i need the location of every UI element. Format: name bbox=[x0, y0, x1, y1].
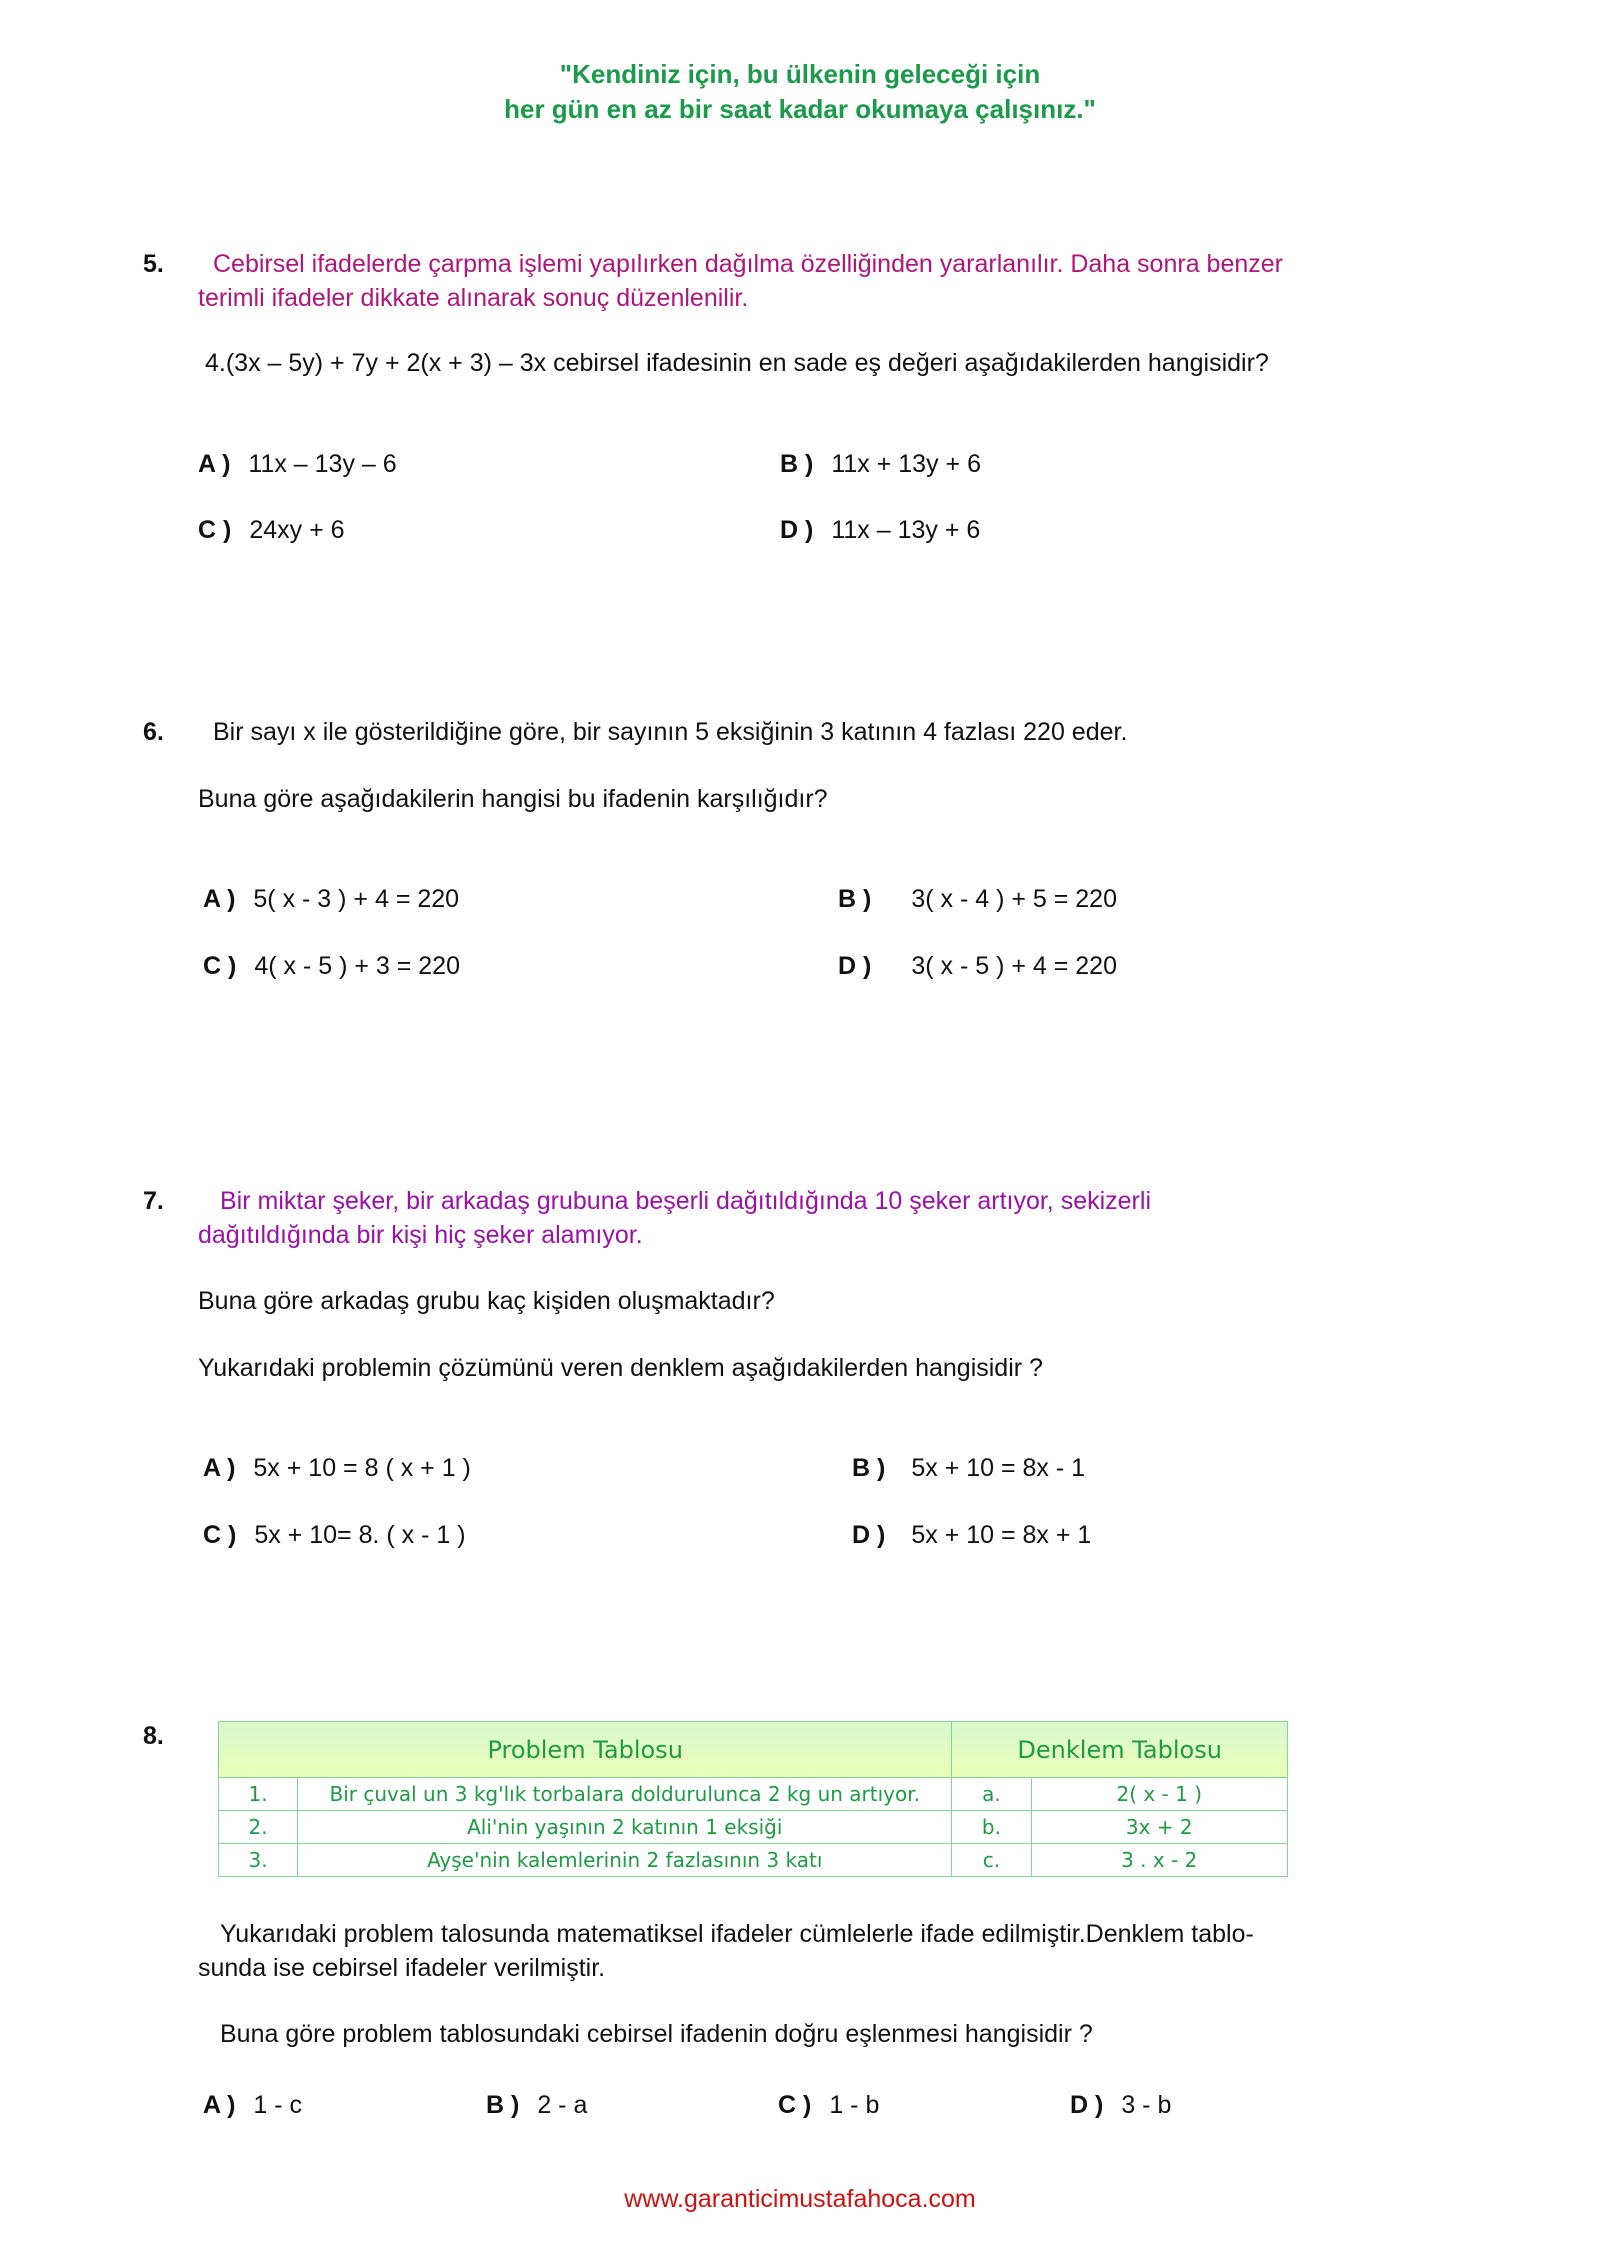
question-8-option-d[interactable]: D ) 3 - b bbox=[1070, 2091, 1172, 2119]
question-6-option-c[interactable]: C ) 4( x - 5 ) + 3 = 220 bbox=[203, 952, 460, 980]
question-7-line-2: Yukarıdaki problemin çözümünü veren denklem aşağıdakilerden hangisidir ? bbox=[198, 1354, 1043, 1382]
question-7-intro-line-2: dağıtıldığında bir kişi hiç şeker alamıyor. bbox=[198, 1221, 643, 1249]
table-row bbox=[219, 1811, 1288, 1844]
question-7-number: 7. bbox=[143, 1187, 164, 1215]
question-7-option-c[interactable]: C ) 5x + 10= 8. ( x - 1 ) bbox=[203, 1521, 466, 1549]
equation-cell: 3x + 2 bbox=[1031, 1811, 1288, 1844]
question-8-prompt: Buna göre problem tablosundaki cebirsel ifadenin doğru eşlenmesi hangisidir ? bbox=[220, 2020, 1093, 2048]
question-8-number: 8. bbox=[143, 1722, 164, 1750]
question-5-prompt: 4.(3x – 5y) + 7y + 2(x + 3) – 3x cebirsel ifadesinin en sade eş değeri aşağıdakilerden hangisidir? bbox=[205, 349, 1269, 377]
equation-cell: 2( x - 1 ) bbox=[1031, 1778, 1288, 1811]
table-row bbox=[219, 1844, 1288, 1877]
row-letter: a. bbox=[952, 1778, 1031, 1811]
question-6-line-1: Bir sayı x ile gösterildiğine göre, bir sayının 5 eksiğinin 3 katının 4 fazlası 220 eder. bbox=[213, 718, 1128, 746]
footer-website-link[interactable]: www.garanticimustafahoca.com bbox=[624, 2185, 976, 2213]
question-8-option-a[interactable]: A ) 1 - c bbox=[203, 2091, 303, 2119]
question-6-number: 6. bbox=[143, 718, 164, 746]
question-7-line-1: Buna göre arkadaş grubu kaç kişiden oluşmaktadır? bbox=[198, 1287, 775, 1315]
row-number: 3. bbox=[219, 1844, 298, 1877]
question-7-intro-line-1: Bir miktar şeker, bir arkadaş grubuna beşerli dağıtıldığında 10 şeker artıyor, sekizerli bbox=[220, 1187, 1151, 1215]
row-number: 2. bbox=[219, 1811, 298, 1844]
problem-cell: Ayşe'nin kalemlerinin 2 fazlasının 3 katı bbox=[298, 1844, 952, 1877]
question-6-line-2: Buna göre aşağıdakilerin hangisi bu ifadenin karşılığıdır? bbox=[198, 785, 828, 813]
header-quote-line-2: her gün en az bir saat kadar okumaya çalışınız." bbox=[504, 94, 1096, 124]
row-number: 1. bbox=[219, 1778, 298, 1811]
problem-cell: Bir çuval un 3 kg'lık torbalara doldurulunca 2 kg un artıyor. bbox=[298, 1778, 952, 1811]
problem-table-header: Problem Tablosu bbox=[219, 1722, 952, 1778]
question-5-intro-line-1: Cebirsel ifadelerde çarpma işlemi yapılırken dağılma özelliğinden yararlanılır. Daha sonra benzer bbox=[213, 250, 1283, 278]
question-6-option-a[interactable]: A ) 5( x - 3 ) + 4 = 220 bbox=[203, 885, 460, 913]
question-5-intro-line-2: terimli ifadeler dikkate alınarak sonuç düzenlenilir. bbox=[198, 284, 749, 312]
question-5-option-c[interactable]: C ) 24xy + 6 bbox=[198, 516, 345, 544]
problem-cell: Ali'nin yaşının 2 katının 1 eksiği bbox=[298, 1811, 952, 1844]
equation-cell: 3 . x - 2 bbox=[1031, 1844, 1288, 1877]
question-5-option-b[interactable]: B ) 11x + 13y + 6 bbox=[780, 450, 981, 478]
question-8-text-line-2: sunda ise cebirsel ifadeler verilmiştir. bbox=[198, 1954, 606, 1982]
question-5-option-d[interactable]: D ) 11x – 13y + 6 bbox=[780, 516, 981, 544]
question-7-option-a[interactable]: A ) 5x + 10 = 8 ( x + 1 ) bbox=[203, 1454, 471, 1482]
question-6-option-b[interactable]: B ) 3( x - 4 ) + 5 = 220 bbox=[838, 885, 1117, 913]
row-letter: c. bbox=[952, 1844, 1031, 1877]
table-header-row bbox=[219, 1722, 1288, 1778]
question-6-option-d[interactable]: D ) 3( x - 5 ) + 4 = 220 bbox=[838, 952, 1117, 980]
question-8-option-c[interactable]: C ) 1 - b bbox=[778, 2091, 880, 2119]
question-8-text-line-1: Yukarıdaki problem talosunda matematiksel ifadeler cümlelerle ifade edilmiştir.Denklem tablo- bbox=[220, 1920, 1254, 1948]
equation-table-header: Denklem Tablosu bbox=[952, 1722, 1288, 1778]
table-row bbox=[219, 1778, 1288, 1811]
question-5-option-a[interactable]: A ) 11x – 13y – 6 bbox=[198, 450, 397, 478]
question-7-option-d[interactable]: D ) 5x + 10 = 8x + 1 bbox=[852, 1521, 1092, 1549]
matching-table bbox=[218, 1721, 1288, 1877]
question-8-option-b[interactable]: B ) 2 - a bbox=[486, 2091, 588, 2119]
row-letter: b. bbox=[952, 1811, 1031, 1844]
question-5-number: 5. bbox=[143, 250, 164, 278]
header-quote-line-1: "Kendiniz için, bu ülkenin geleceği için bbox=[559, 59, 1041, 89]
question-7-option-b[interactable]: B ) 5x + 10 = 8x - 1 bbox=[852, 1454, 1086, 1482]
